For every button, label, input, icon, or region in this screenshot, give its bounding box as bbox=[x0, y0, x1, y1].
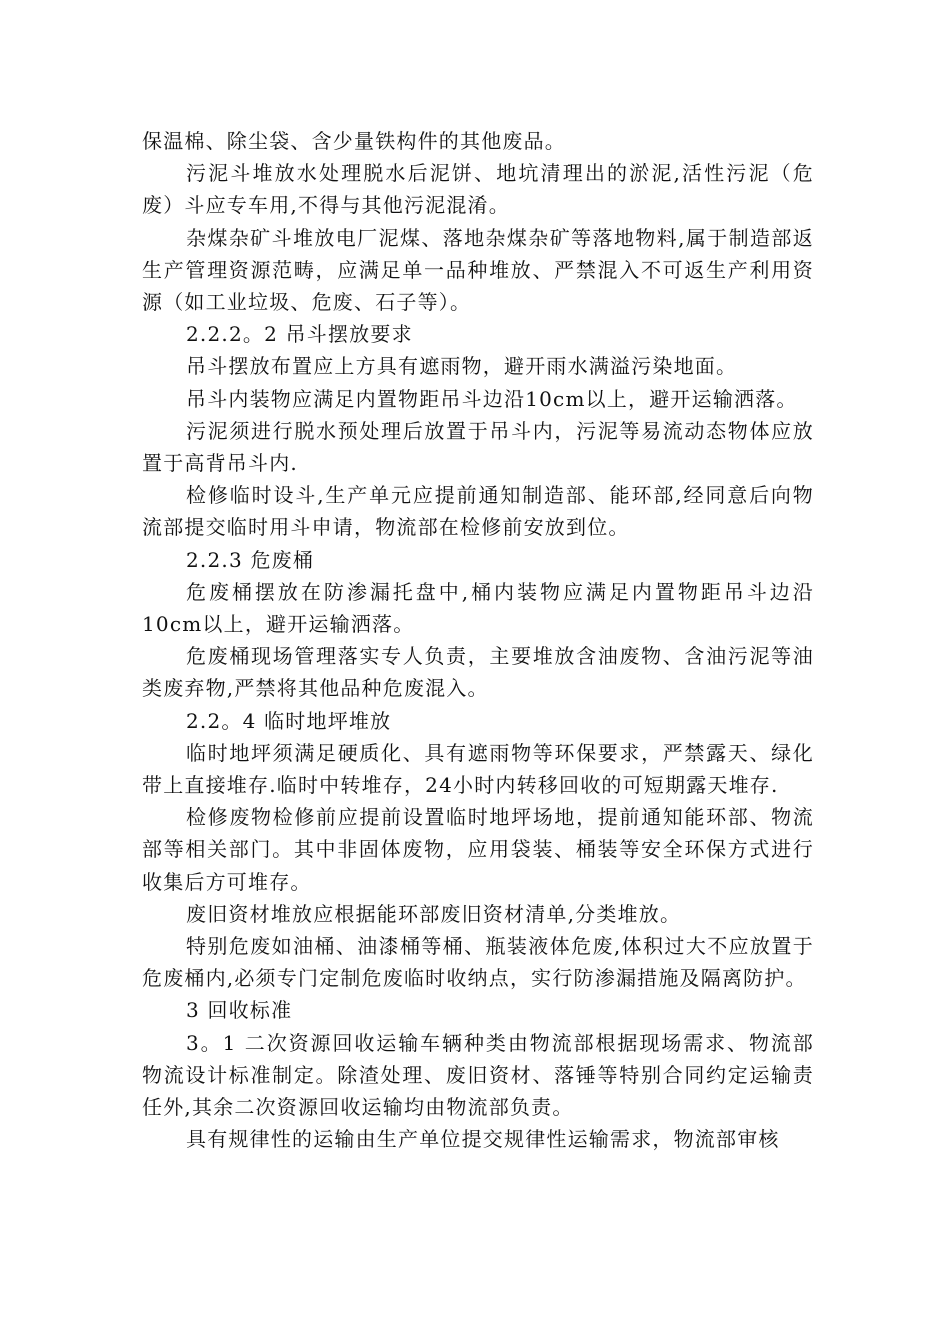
paragraph-15: 废旧资材堆放应根据能环部废旧资材清单,分类堆放。 bbox=[186, 901, 682, 926]
section-heading-2-2-3: 2.2.3 危废桶 bbox=[186, 547, 315, 572]
document-body bbox=[142, 125, 814, 1156]
section-heading-3: 3 回收标准 bbox=[186, 998, 293, 1023]
paragraph-14: 检修废物检修前应提前设置临时地坪场地，提前通知能环部、物流部等相关部门。其中非固体废物，应用袋装、桶装等安全环保方式进行收集后方可堆存。 bbox=[142, 805, 814, 894]
paragraph-3: 杂煤杂矿斗堆放电厂泥煤、落地杂煤杂矿等落地物料,属于制造部返生产管理资源范畴，应满足单一品种堆放、严禁混入不可返生产利用资源（如工业垃圾、危废、石子等）。 bbox=[142, 225, 814, 315]
paragraph-19: 具有规律性的运输由生产单位提交规律性运输需求，物流部审核 bbox=[186, 1127, 780, 1152]
paragraph-7: 污泥须进行脱水预处理后放置于吊斗内，污泥等易流动态物体应放置于高背吊斗内. bbox=[142, 418, 814, 476]
paragraph-8: 检修临时设斗,生产单元应提前通知制造部、能环部,经同意后向物流部提交临时用斗申请，物流部在检修前安放到位。 bbox=[142, 483, 814, 540]
paragraph-6: 吊斗内装物应满足内置物距吊斗边沿10cm以上，避开运输洒落。 bbox=[186, 386, 798, 411]
paragraph-10: 危废桶摆放在防渗漏托盘中,桶内装物应满足内置物距吊斗边沿10cm以上，避开运输洒落。 bbox=[142, 579, 814, 637]
section-heading-2-2-4: 2.2。4 临时地坪堆放 bbox=[186, 708, 392, 733]
section-heading-2-2-2-2: 2.2.2。2 吊斗摆放要求 bbox=[186, 322, 413, 347]
paragraph-18: 3。1 二次资源回收运输车辆种类由物流部根据现场需求、物流部物流设计标准制定。除渣处理、废旧资材、落锤等特别合同约定运输责任外,其余二次资源回收运输均由物流部负责。 bbox=[142, 1030, 814, 1120]
paragraph-1: 保温棉、除尘袋、含少量铁构件的其他废品。 bbox=[142, 129, 566, 153]
paragraph-2: 污泥斗堆放水处理脱水后泥饼、地坑清理出的淤泥,活性污泥（危废）斗应专车用,不得与其他污泥混淆。 bbox=[142, 161, 814, 218]
paragraph-13: 临时地坪须满足硬质化、具有遮雨物等环保要求，严禁露天、绿化带上直接堆存.临时中转堆存，24小时内转移回收的可短期露天堆存. bbox=[142, 740, 814, 798]
paragraph-11: 危废桶现场管理落实专人负责，主要堆放含油废物、含油污泥等油类废弃物,严禁将其他品种危废混入。 bbox=[142, 644, 814, 701]
paragraph-5: 吊斗摆放布置应上方具有遮雨物，避开雨水满溢污染地面。 bbox=[186, 354, 738, 379]
paragraph-16: 特别危废如油桶、油漆桶等桶、瓶装液体危废,体积过大不应放置于危废桶内,必须专门定制危废临时收纳点，实行防渗漏措施及隔离防护。 bbox=[142, 934, 814, 991]
